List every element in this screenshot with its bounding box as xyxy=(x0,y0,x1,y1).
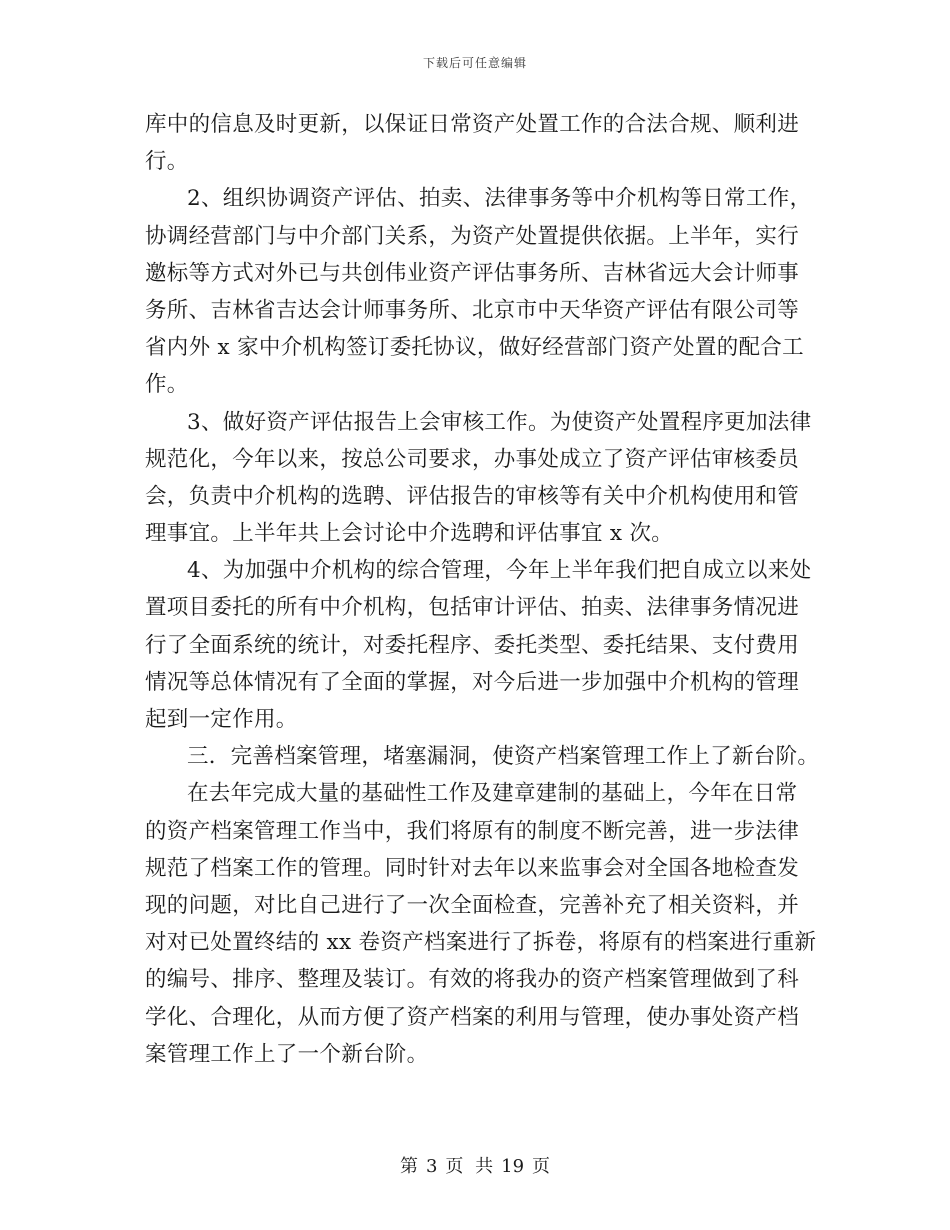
text-line: 情况等总体情况有了全面的掌握，对今后进一步加强中介机构的管理 xyxy=(145,669,800,695)
page-footer xyxy=(0,1152,950,1178)
text-line: 3、做好资产评估报告上会审核工作。为使资产处置程序更加法律 xyxy=(187,409,812,435)
text-line: 行了全面系统的统计，对委托程序、委托类型、委托结果、支付费用 xyxy=(145,632,800,658)
text-line: 会，负责中介机构的选聘、评估报告的审核等有关中介机构使用和管 xyxy=(145,483,800,509)
footer-page-number: 3 xyxy=(425,1156,438,1177)
footer-total-pages: 19 xyxy=(501,1156,525,1177)
text-line: 现的问题，对比自己进行了一次全面检查，完善补充了相关资料，并 xyxy=(145,892,800,918)
text-line: 务所、吉林省吉达会计师事务所、北京市中天华资产评估有限公司等 xyxy=(145,297,800,323)
text-line: 学化、合理化，从而方便了资产档案的利用与管理，使办事处资产档 xyxy=(145,1004,800,1030)
footer-prefix: 第 xyxy=(399,1156,418,1177)
text-line: 理事宜。上半年共上会讨论中介选聘和评估事宜 x 次。 xyxy=(145,521,674,547)
text-line: 协调经营部门与中介部门关系，为资产处置提供依据。上半年，实行 xyxy=(145,223,800,249)
document-body xyxy=(145,106,820,1073)
text-line: 对对已处置终结的 xx 卷资产档案进行了拆卷，将原有的档案进行重新 xyxy=(145,930,817,956)
text-line: 规范化，今年以来，按总公司要求，办事处成立了资产评估审核委员 xyxy=(145,446,800,472)
text-line: 4、为加强中介机构的综合管理，今年上半年我们把自成立以来处 xyxy=(187,558,812,584)
text-line: 作。 xyxy=(145,372,189,398)
text-line: 邀标等方式对外已与共创伟业资产评估事务所、吉林省远大会计师事 xyxy=(145,260,800,286)
footer-suffix: 页 xyxy=(532,1156,551,1177)
text-line: 2、组织协调资产评估、拍卖、法律事务等中介机构等日常工作， xyxy=(187,186,812,212)
text-line: 规范了档案工作的管理。同时针对去年以来监事会对全国各地检查发 xyxy=(145,855,800,881)
text-line: 的编号、排序、整理及装订。有效的将我办的资产档案管理做到了科 xyxy=(145,967,800,993)
text-line: 三．完善档案管理，堵塞漏洞，使资产档案管理工作上了新台阶。 xyxy=(187,744,820,770)
text-line: 的资产档案管理工作当中，我们将原有的制度不断完善，进一步法律 xyxy=(145,818,800,844)
text-line: 置项目委托的所有中介机构，包括审计评估、拍卖、法律事务情况进 xyxy=(145,595,800,621)
page-header: 下载后可任意编辑 xyxy=(422,56,527,70)
text-line: 行。 xyxy=(145,149,189,175)
text-line: 库中的信息及时更新，以保证日常资产处置工作的合法合规、顺利进 xyxy=(145,112,800,137)
text-line: 省内外 x 家中介机构签订委托协议，做好经营部门资产处置的配合工 xyxy=(145,335,804,361)
text-line: 起到一定作用。 xyxy=(145,707,298,732)
text-line: 案管理工作上了一个新台阶。 xyxy=(145,1041,429,1067)
text-line: 在去年完成大量的基础性工作及建章建制的基础上，今年在日常 xyxy=(187,781,798,807)
footer-middle: 页 共 xyxy=(445,1156,494,1177)
